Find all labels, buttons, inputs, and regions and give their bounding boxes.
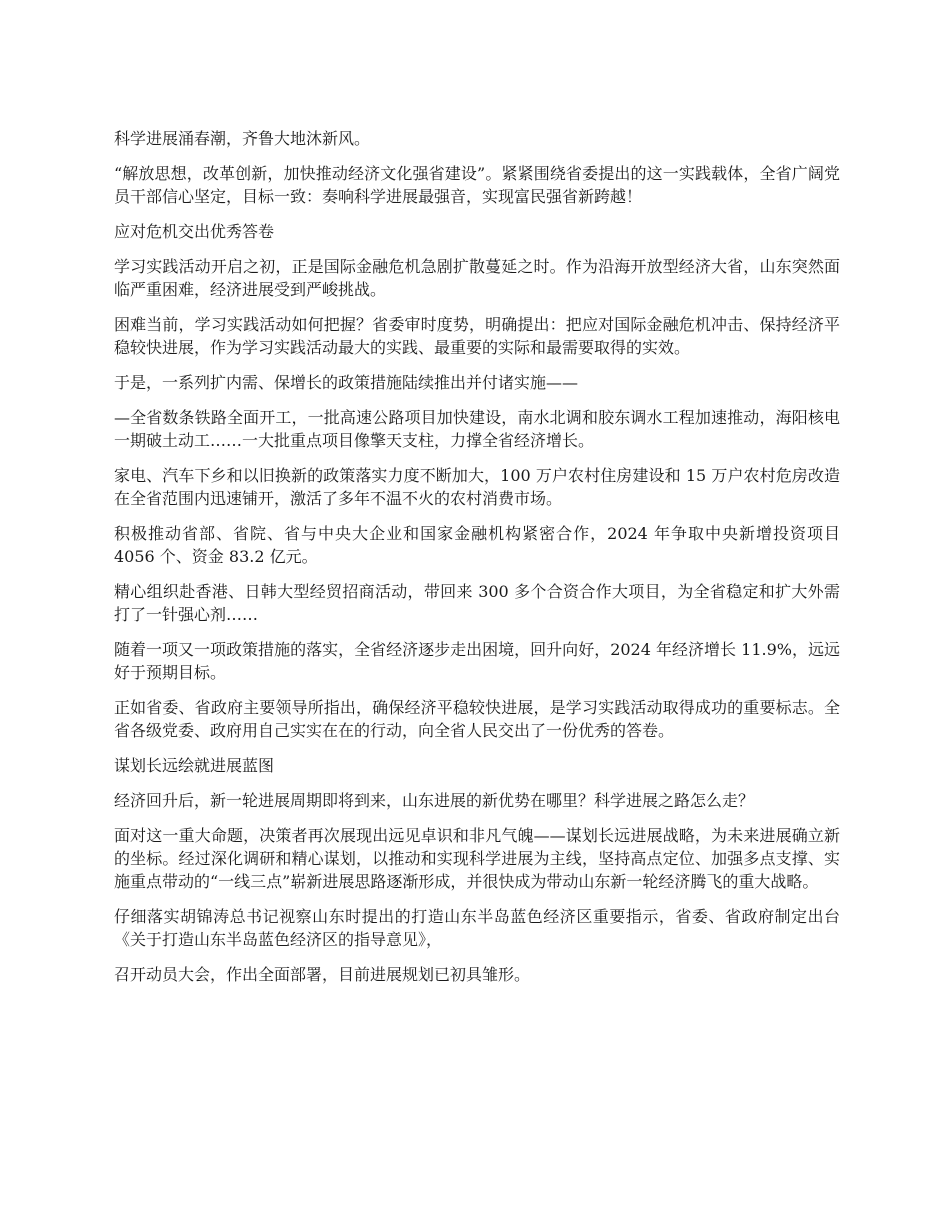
paragraph: 随着一项又一项政策措施的落实，全省经济逐步走出困境，回升向好，2024 年经济增长 11.9%，远远好于预期目标。 bbox=[114, 640, 840, 682]
paragraph: —全省数条铁路全面开工，一批高速公路项目加快建设，南水北调和胶东调水工程加速推动，海阳核电一期破土动工……一大批重点项目像擎天支柱，力撑全省经济增长。 bbox=[114, 408, 840, 450]
paragraph: 学习实践活动开启之初，正是国际金融危机急剧扩散蔓延之时。作为沿海开放型经济大省，山东突然面临严重困难，经济进展受到严峻挑战。 bbox=[114, 257, 840, 299]
paragraph: 面对这一重大命题，决策者再次展现出远见卓识和非凡气魄——谋划长远进展战略，为未来进展确立新的坐标。经过深化调研和精心谋划，以推动和实现科学进展为主线，坚持高点定位、加强多点支撑、实施重点带动的“一线三点”崭新进展思路逐渐形成，并很快成为带动山东新一轮经济腾飞的重大战略。 bbox=[114, 826, 840, 891]
intro-paragraph: “解放思想，改革创新，加快推动经济文化强省建设”。紧紧围绕省委提出的这一实践载体，全省广阔党员干部信心坚定，目标一致：奏响科学进展最强音，实现富民强省新跨越！ bbox=[114, 164, 840, 206]
paragraph: 召开动员大会，作出全面部署，目前进展规划已初具雏形。 bbox=[114, 965, 531, 984]
paragraph: 家电、汽车下乡和以旧换新的政策落实力度不断加大，100 万户农村住房建设和 15 万户农村危房改造在全省范围内迅速铺开，激活了多年不温不火的农村消费市场。 bbox=[114, 466, 840, 508]
document-body bbox=[114, 127, 840, 998]
paragraph: 经济回升后，新一轮进展周期即将到来，山东进展的新优势在哪里？科学进展之路怎么走？ bbox=[114, 791, 755, 810]
opening-line: 科学进展涌春潮，齐鲁大地沐新风。 bbox=[114, 129, 371, 148]
paragraph: 正如省委、省政府主要领导所指出，确保经济平稳较快进展，是学习实践活动取得成功的重要标志。全省各级党委、政府用自己实实在在的行动，向全省人民交出了一份优秀的答卷。 bbox=[114, 698, 840, 740]
paragraph: 积极推动省部、省院、省与中央大企业和国家金融机构紧密合作，2024 年争取中央新增投资项目 4056 个、资金 83.2 亿元。 bbox=[114, 524, 840, 566]
section-heading-blueprint: 谋划长远绘就进展蓝图 bbox=[114, 756, 275, 775]
paragraph: 精心组织赴香港、日韩大型经贸招商活动，带回来 300 多个合资合作大项目，为全省稳定和扩大外需打了一针强心剂…… bbox=[114, 582, 840, 624]
paragraph: 仔细落实胡锦涛总书记视察山东时提出的打造山东半岛蓝色经济区重要指示，省委、省政府制定出台《关于打造山东半岛蓝色经济区的指导意见》， bbox=[114, 907, 840, 949]
paragraph: 困难当前，学习实践活动如何把握？省委审时度势，明确提出：把应对国际金融危机冲击、保持经济平稳较快进展，作为学习实践活动最大的实践、最重要的实际和最需要取得的实效。 bbox=[114, 315, 840, 357]
paragraph: 于是，一系列扩内需、保增长的政策措施陆续推出并付诸实施—— bbox=[114, 373, 579, 392]
section-heading-crisis: 应对危机交出优秀答卷 bbox=[114, 222, 275, 241]
